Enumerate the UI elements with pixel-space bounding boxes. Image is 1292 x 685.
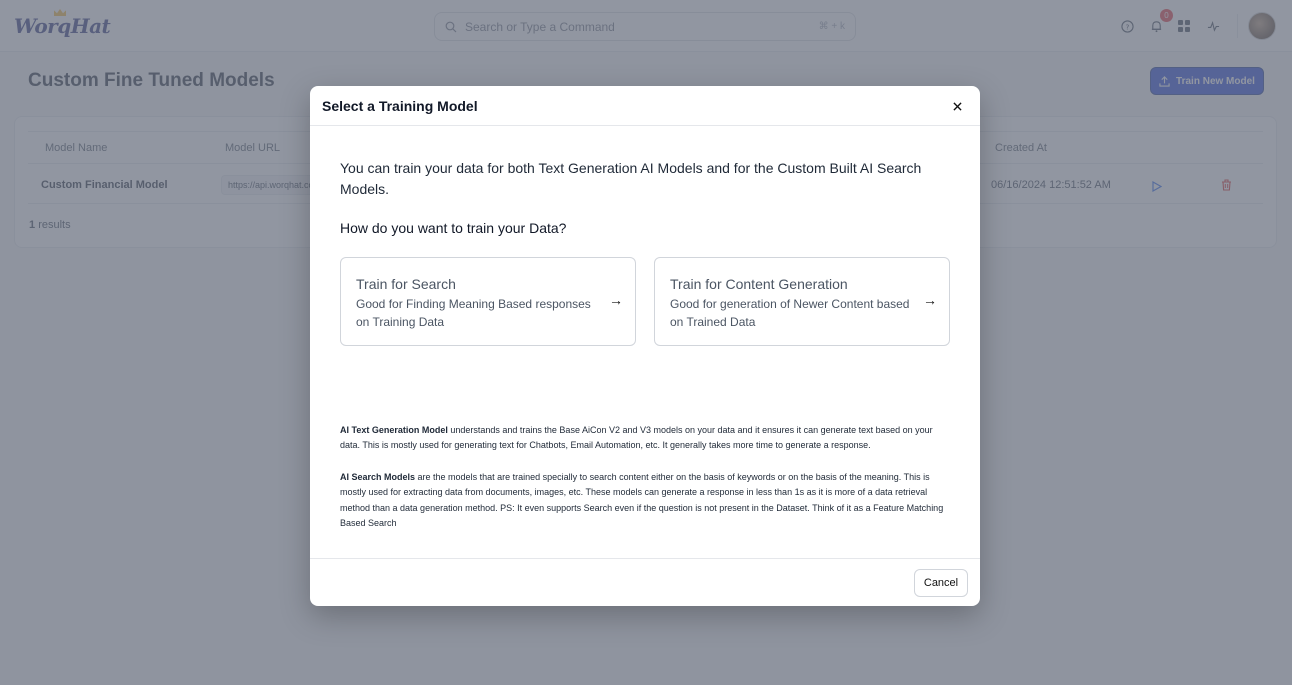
search-model-info xyxy=(340,470,950,531)
modal-intro-text: You can train your data for both Text Generation AI Models and for the Custom Built AI Search Models. xyxy=(340,160,922,197)
text-generation-info-title: AI Text Generation Model xyxy=(340,425,448,435)
train-for-search-option[interactable] xyxy=(340,257,636,346)
option-description: Good for generation of Newer Content based on Trained Data xyxy=(670,297,910,329)
option-description: Good for Finding Meaning Based responses on Training Data xyxy=(356,297,591,329)
option-title: Train for Content Generation xyxy=(670,276,848,292)
arrow-right-icon: → xyxy=(923,292,937,308)
text-generation-info-body: understands and trains the Base AiCon V2 and V3 models on your data and it ensures it can generate text based on your data. This is mostly used for generating text for Chatbots, Email Automation, etc. It generally takes more time to generate a response. xyxy=(340,425,933,451)
close-icon[interactable] xyxy=(950,99,964,113)
option-title: Train for Search xyxy=(356,276,456,292)
train-for-content-generation-option[interactable] xyxy=(654,257,950,346)
modal-header xyxy=(310,86,980,126)
training-question: How do you want to train your Data? xyxy=(340,220,567,236)
modal-title: Select a Training Model xyxy=(322,98,478,114)
search-model-info-title: AI Search Models xyxy=(340,472,416,482)
cancel-button[interactable]: Cancel xyxy=(914,569,968,597)
modal-footer-divider xyxy=(310,558,980,559)
text-generation-info xyxy=(340,423,950,454)
search-model-info-body: are the models that are trained specially to search content either on the basis of keywords or on the basis of the meaning. This is mostly used for extracting data from documents, images, etc. These models can generate a response in less than 1s as it is more of a data retrieval method than a data generation method. PS: It even supports Search even if the question is not present in the Dataset. Think of it as a Feature Matching Based Search xyxy=(340,472,944,528)
select-training-model-dialog xyxy=(310,86,980,606)
arrow-right-icon: → xyxy=(609,292,623,308)
